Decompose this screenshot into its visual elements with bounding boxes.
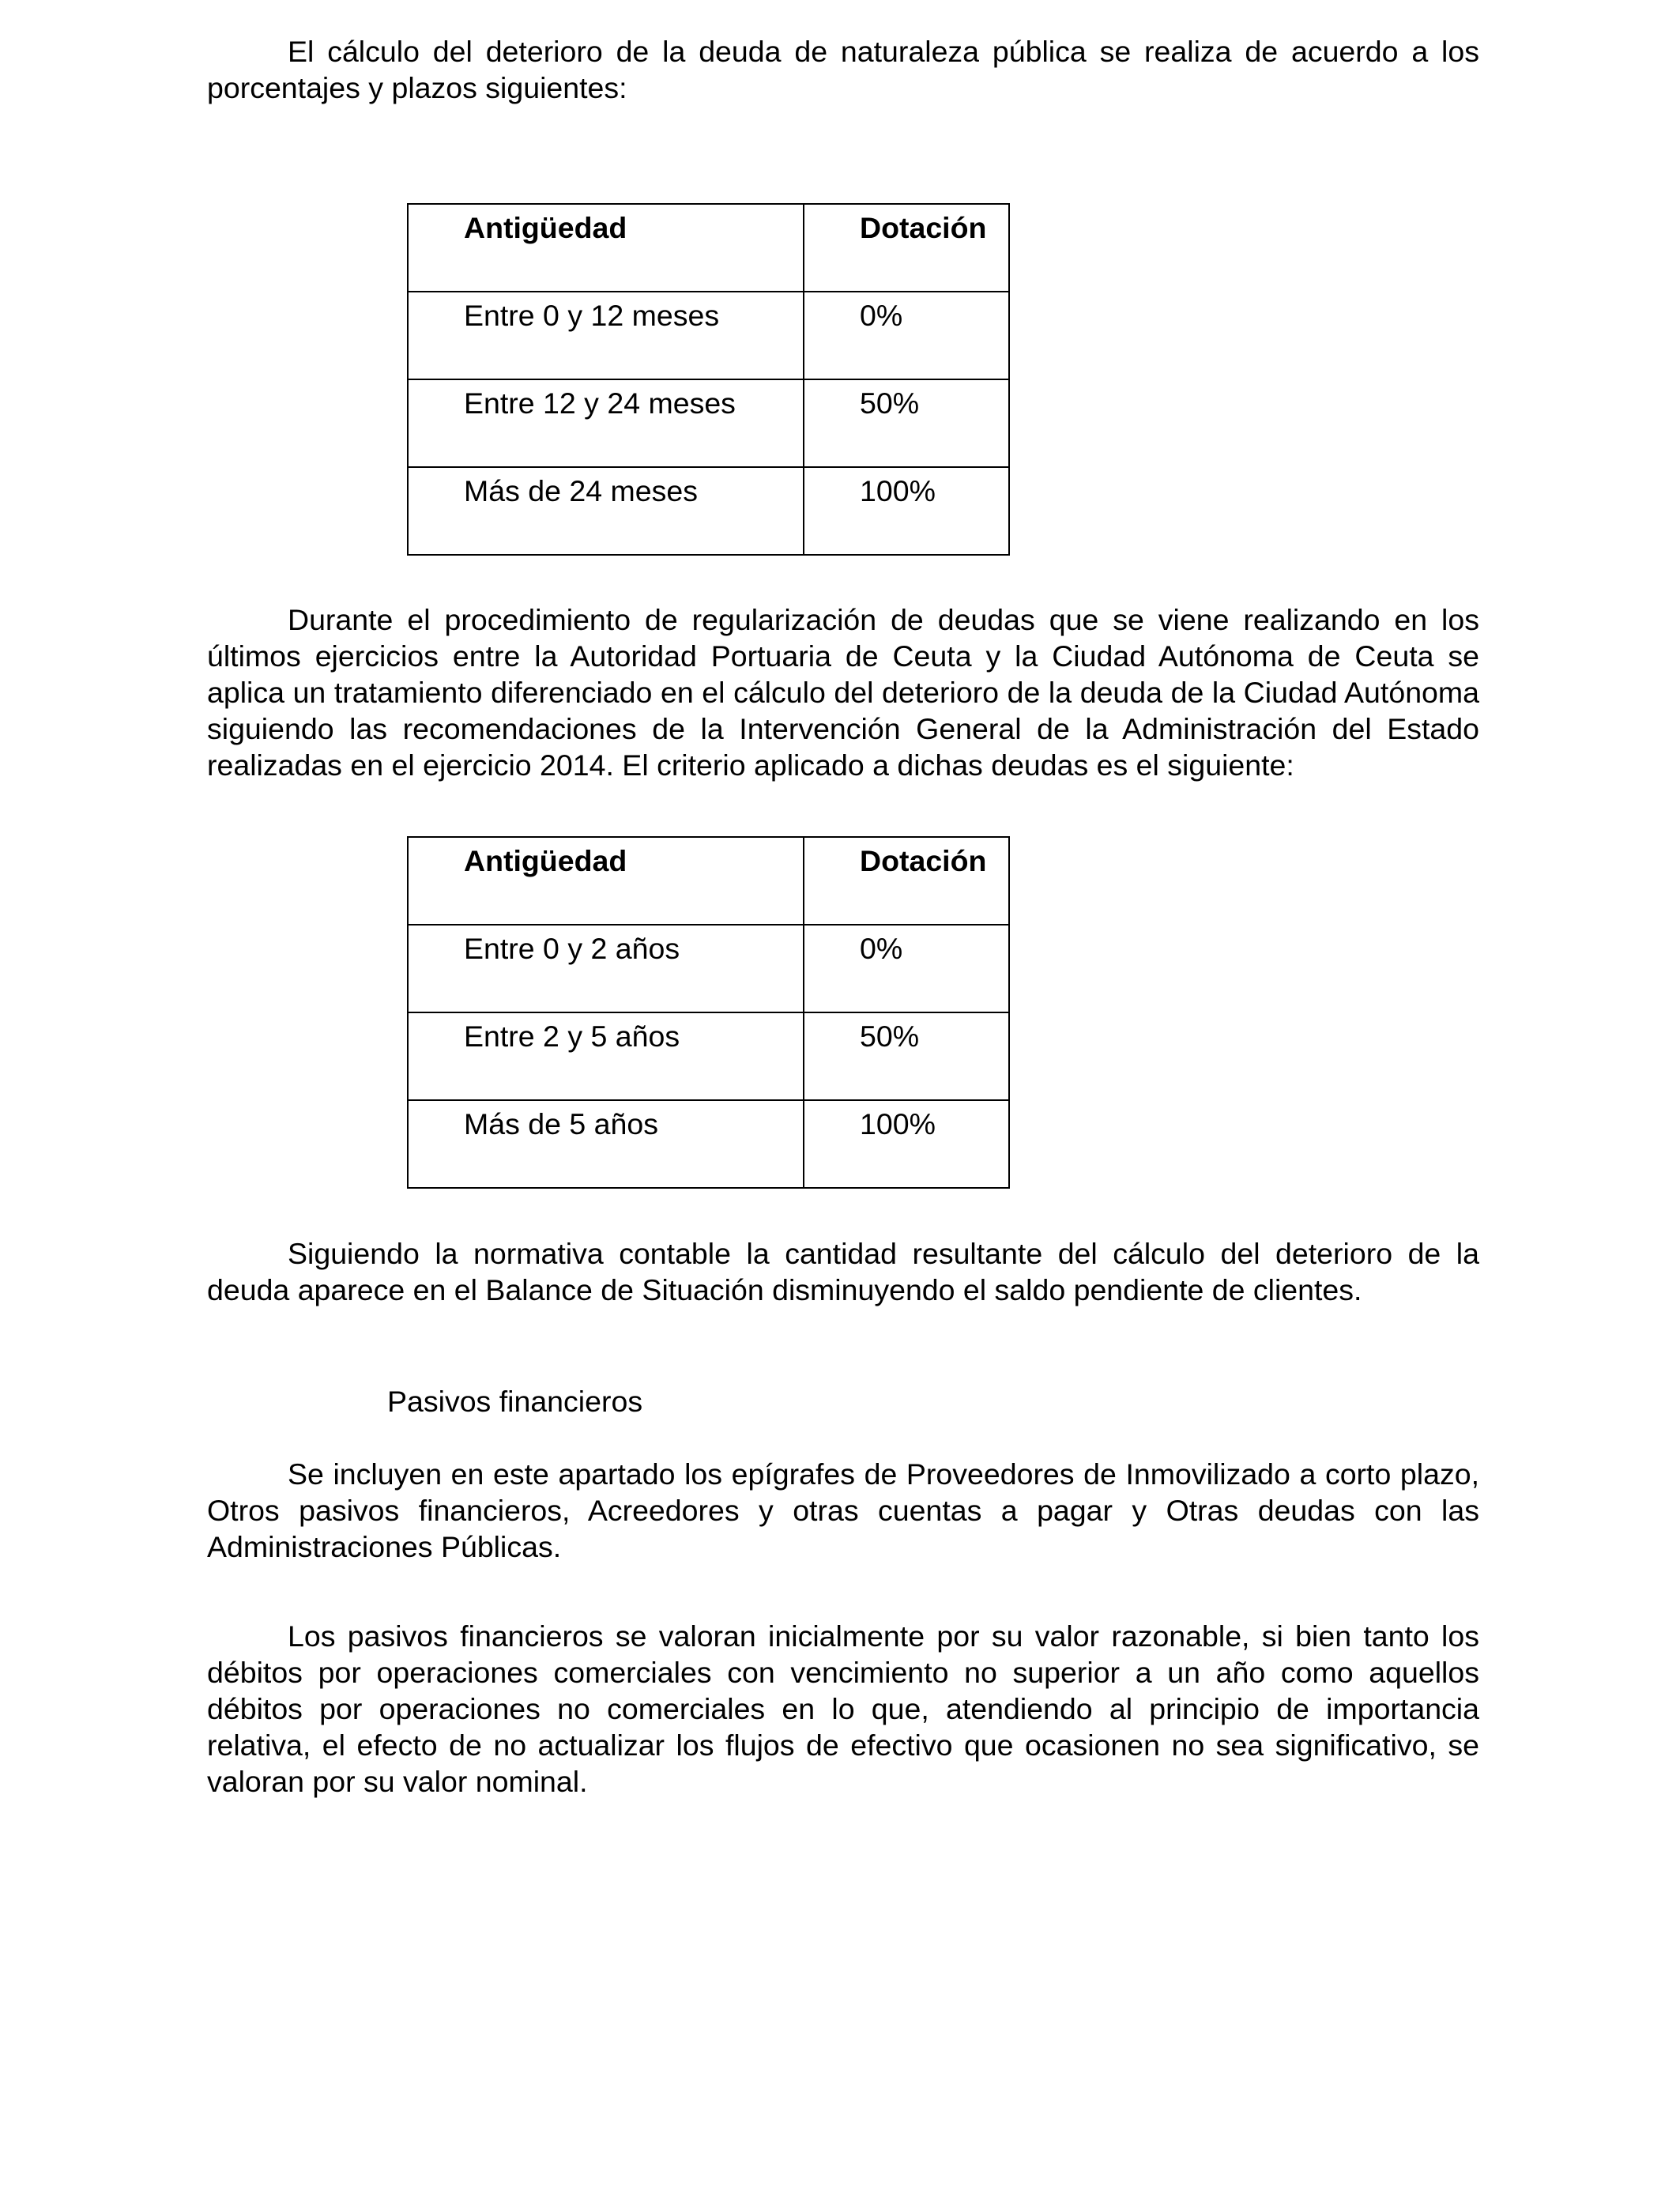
cell-antiguedad: Más de 5 años	[408, 1100, 804, 1188]
table-row	[408, 292, 1009, 379]
cell-dotacion: 50%	[804, 1012, 1009, 1100]
regularization-paragraph: Durante el procedimiento de regularización de deudas que se viene realizando en los últimos ejercicios entre la Autoridad Portuaria de Ceuta y la Ciudad Autónoma de Ceuta se aplica un tratamiento diferenciado en el cálculo del deterioro de la deuda de la Ciudad Autónoma siguiendo las recomendaciones de la Intervención General de la Administración del Estado realizadas en el ejercicio 2014. El criterio aplicado a dichas deudas es el siguiente:	[207, 603, 1479, 782]
section-heading: Pasivos financieros	[387, 1385, 643, 1418]
header-dotacion: Dotación	[804, 837, 1009, 925]
header-antiguedad: Antigüedad	[408, 837, 804, 925]
provision-table-ciudad-autonoma	[407, 836, 1010, 1189]
cell-antiguedad: Entre 0 y 2 años	[408, 925, 804, 1012]
header-antiguedad: Antigüedad	[408, 204, 804, 292]
table-row	[408, 925, 1009, 1012]
balance-paragraph: Siguiendo la normativa contable la cantidad resultante del cálculo del deterioro de la deuda aparece en el Balance de Situación disminuyendo el saldo pendiente de clientes.	[207, 1237, 1479, 1306]
cell-antiguedad: Más de 24 meses	[408, 467, 804, 555]
table-row	[408, 1100, 1009, 1188]
scope-paragraph: Se incluyen en este apartado los epígrafes de Proveedores de Inmovilizado a corto plazo, Otros pasivos financieros, Acreedores y otras cuentas a pagar y Otras deudas con las Administraciones Públicas.	[207, 1457, 1479, 1563]
provision-table-general	[407, 203, 1010, 556]
header-dotacion: Dotación	[804, 204, 1009, 292]
cell-dotacion: 50%	[804, 379, 1009, 467]
cell-dotacion: 0%	[804, 292, 1009, 379]
cell-antiguedad: Entre 12 y 24 meses	[408, 379, 804, 467]
intro-paragraph: El cálculo del deterioro de la deuda de naturaleza pública se realiza de acuerdo a los porcentajes y plazos siguientes:	[207, 35, 1479, 104]
table-header-row	[408, 837, 1009, 925]
table-row	[408, 379, 1009, 467]
cell-dotacion: 100%	[804, 467, 1009, 555]
cell-antiguedad: Entre 2 y 5 años	[408, 1012, 804, 1100]
cell-dotacion: 0%	[804, 925, 1009, 1012]
cell-dotacion: 100%	[804, 1100, 1009, 1188]
table-row	[408, 1012, 1009, 1100]
table-header-row	[408, 204, 1009, 292]
valuation-paragraph: Los pasivos financieros se valoran inicialmente por su valor razonable, si bien tanto los débitos por operaciones comerciales con vencimiento no superior a un año como aquellos débitos por operaciones no comerciales en lo que, atendiendo al principio de importancia relativa, el efecto de no actualizar los flujos de efectivo que ocasionen no sea significativo, se valoran por su valor nominal.	[207, 1619, 1479, 1798]
table-row	[408, 467, 1009, 555]
cell-antiguedad: Entre 0 y 12 meses	[408, 292, 804, 379]
